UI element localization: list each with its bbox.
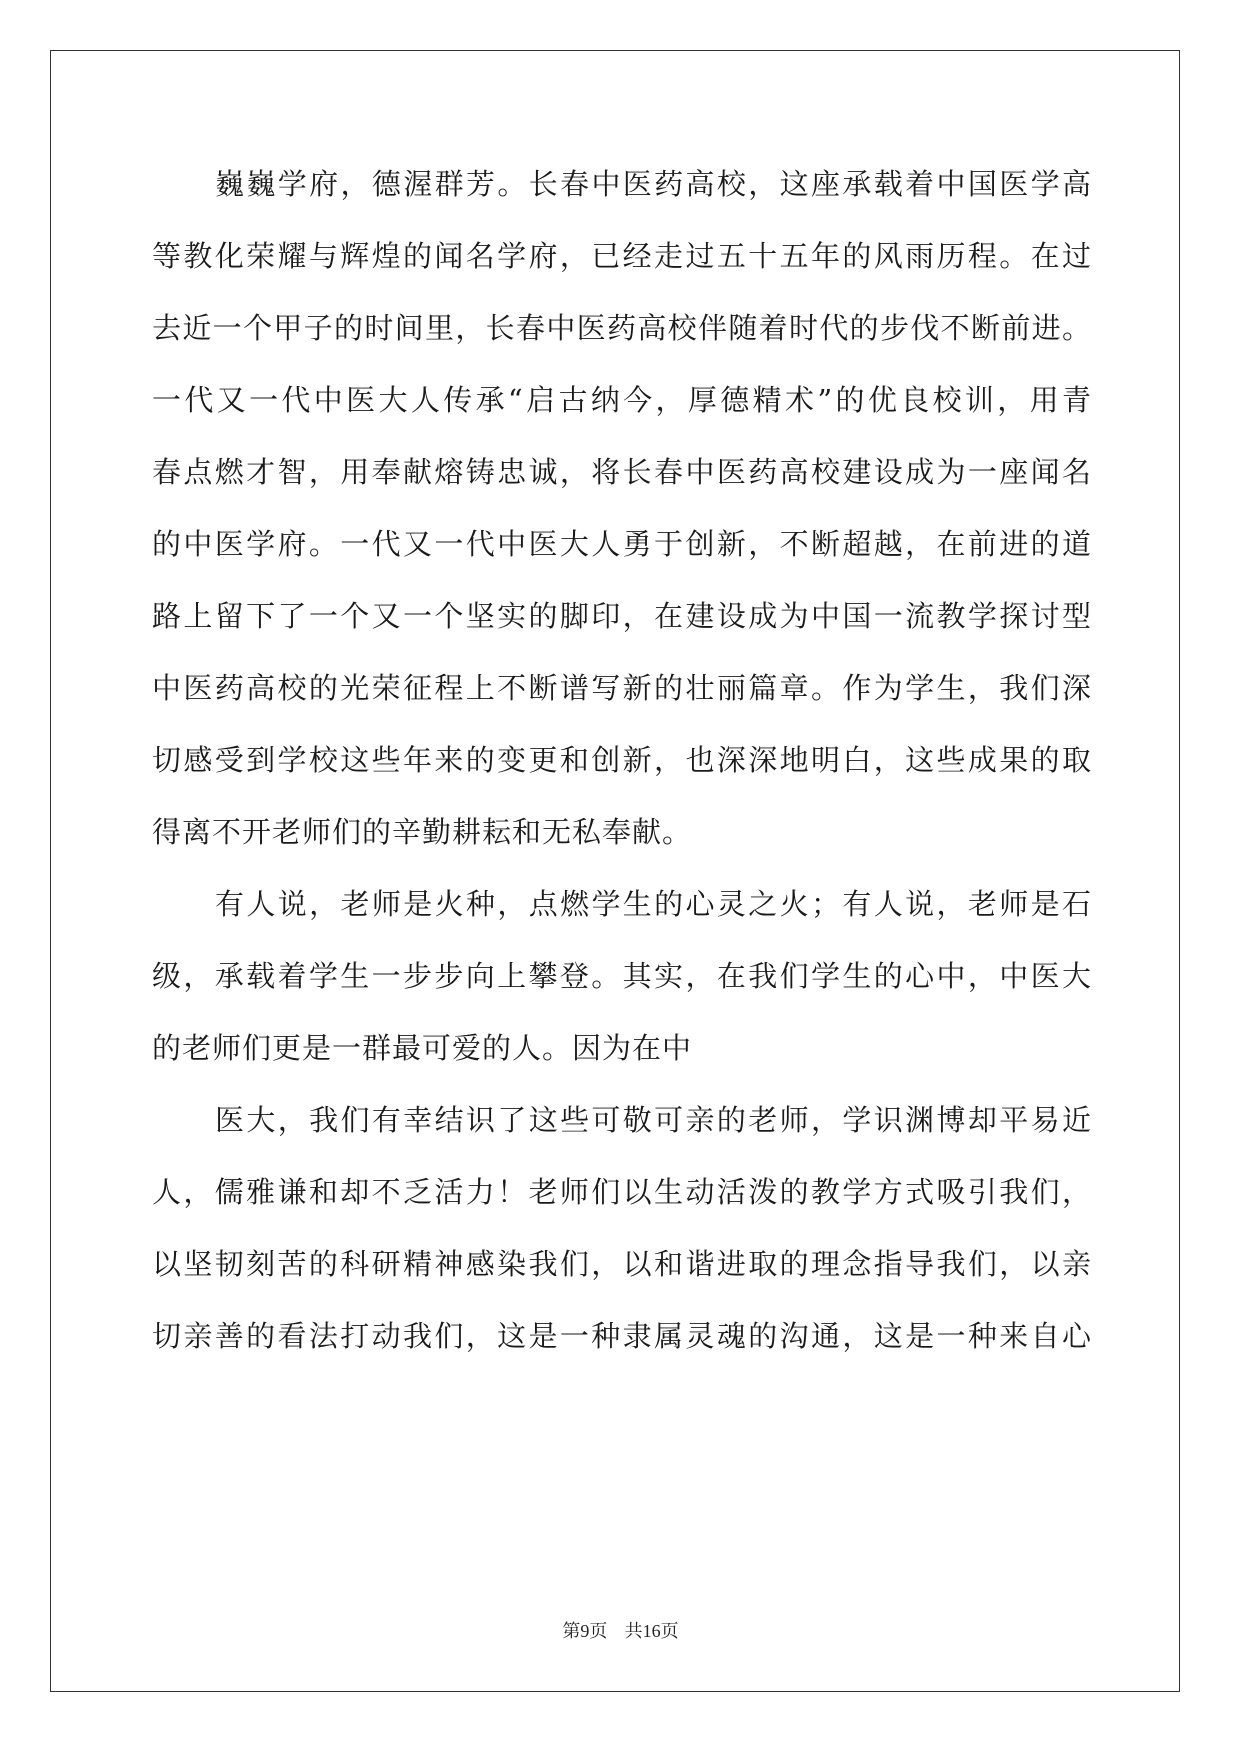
text-line: 中医药高校的光荣征程上不断谱写新的壮丽篇章。作为学生，我们深 bbox=[152, 671, 1092, 705]
page-suffix: 页 bbox=[589, 1621, 608, 1642]
page-prefix: 第 bbox=[562, 1621, 581, 1642]
text-line: 的老师们更是一群最可爱的人。因为在中 bbox=[152, 1031, 693, 1065]
text-line: 一代又一代中医大人传承“启古纳今，厚德精术”的优良校训，用青 bbox=[152, 383, 1092, 417]
text-line: 的中医学府。一代又一代中医大人勇于创新，不断超越，在前进的道 bbox=[152, 527, 1092, 561]
text-line: 路上留下了一个又一个坚实的脚印，在建设成为中国一流教学探讨型 bbox=[152, 599, 1092, 633]
text-line: 得离不开老师们的辛勤耕耘和无私奉献。 bbox=[152, 815, 693, 849]
text-line: 切亲善的看法打动我们，这是一种隶属灵魂的沟通，这是一种来自心 bbox=[152, 1319, 1092, 1353]
page-footer bbox=[0, 1619, 1241, 1644]
text-line: 巍巍学府，德渥群芳。长春中医药高校，这座承载着中国医学高 bbox=[215, 167, 1092, 201]
text-line: 人，儒雅谦和却不乏活力！老师们以生动活泼的教学方式吸引我们， bbox=[152, 1175, 1092, 1209]
text-line: 等教化荣耀与辉煌的闻名学府，已经走过五十五年的风雨历程。在过 bbox=[152, 239, 1092, 273]
total-suffix: 页 bbox=[660, 1621, 679, 1642]
page-number: 9 bbox=[580, 1621, 590, 1641]
page-frame bbox=[50, 50, 1180, 1692]
text-line: 切感受到学校这些年来的变更和创新，也深深地明白，这些成果的取 bbox=[152, 743, 1092, 777]
text-line: 级，承载着学生一步步向上攀登。其实，在我们学生的心中，中医大 bbox=[152, 959, 1092, 993]
text-line: 春点燃才智，用奉献熔铸忠诚，将长春中医药高校建设成为一座闻名 bbox=[152, 455, 1092, 489]
total-prefix: 共 bbox=[624, 1621, 643, 1642]
text-line: 有人说，老师是火种，点燃学生的心灵之火；有人说，老师是石 bbox=[215, 887, 1092, 921]
total-pages: 16 bbox=[642, 1621, 661, 1641]
text-line: 医大，我们有幸结识了这些可敬可亲的老师，学识渊博却平易近 bbox=[215, 1103, 1092, 1137]
text-line: 以坚韧刻苦的科研精神感染我们，以和谐进取的理念指导我们，以亲 bbox=[152, 1247, 1092, 1281]
text-line: 去近一个甲子的时间里，长春中医药高校伴随着时代的步伐不断前进。 bbox=[152, 311, 1092, 345]
